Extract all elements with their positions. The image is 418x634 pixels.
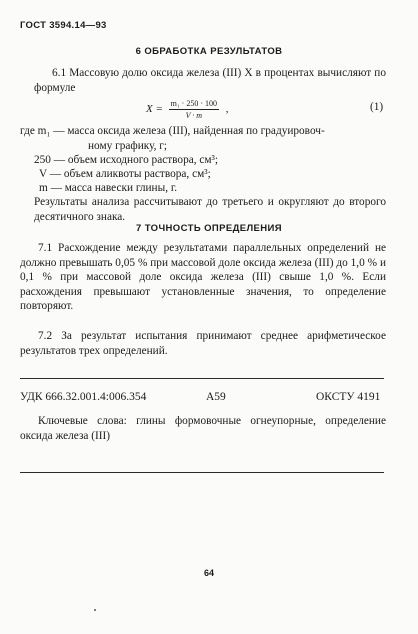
where-line-1: где m₁ — масса оксида железа (III), найденная по градуировоч- bbox=[20, 125, 325, 137]
keywords: Ключевые слова: глины формовочные огнеупорные, определение оксида железа (III) bbox=[20, 415, 386, 442]
section-6-title: 6 ОБРАБОТКА РЕЗУЛЬТАТОВ bbox=[135, 46, 283, 57]
formula bbox=[146, 99, 229, 120]
section-7-paragraph-2: 7.2 За результат испытания принимают среднее арифметическое результатов трех определений. bbox=[20, 330, 386, 357]
section-7-title: 7 ТОЧНОСТЬ ОПРЕДЕЛЕНИЯ bbox=[135, 223, 282, 234]
formula-suffix: , bbox=[225, 103, 229, 116]
standard-header: ГОСТ 3594.14—93 bbox=[20, 20, 107, 31]
formula-lhs: X = bbox=[146, 103, 163, 116]
where-line-1-cont: ному графику, г; bbox=[88, 140, 168, 152]
udk-code: УДК 666.32.001.4:006.354 bbox=[20, 391, 147, 403]
section-6-paragraph-2: Результаты анализа рассчитывают до третьего и округляют до второго десятичного знака. bbox=[34, 196, 386, 223]
footer-top-rule bbox=[20, 378, 384, 379]
page-number: 64 bbox=[203, 568, 214, 578]
formula-denominator: V · m bbox=[185, 111, 203, 120]
section-7-paragraph-1: 7.1 Расхождение между результатами параллельных определений не должно превышать 0,05 % при массовой доле оксида железа (III) до 1,0 % и 0,1 % при массовой доле оксида железа (III) свыше 1,0 %. Если расхождения превышают установленные значения, то определение повторяют. bbox=[20, 242, 386, 313]
footer-bottom-rule bbox=[20, 472, 384, 473]
where-def-m: m — масса навески глины, г. bbox=[39, 182, 178, 194]
equation-number: (1) bbox=[370, 101, 384, 113]
where-def-250: 250 — объем исходного раствора, см³; bbox=[34, 154, 219, 166]
classification-group: А59 bbox=[206, 391, 226, 403]
section-6-paragraph-1: 6.1 Массовую долю оксида железа (III) X в процентах вычисляют по формуле bbox=[34, 67, 386, 94]
okstu-code: ОКСТУ 4191 bbox=[316, 391, 381, 403]
formula-numerator: m₁ · 250 · 100 bbox=[170, 99, 217, 108]
formula-fraction bbox=[169, 99, 219, 120]
section-6-paragraph-2-wrap bbox=[34, 195, 386, 224]
scan-speck bbox=[94, 609, 96, 611]
where-def-v: V — объем аликвоты раствора, см³; bbox=[39, 168, 211, 180]
